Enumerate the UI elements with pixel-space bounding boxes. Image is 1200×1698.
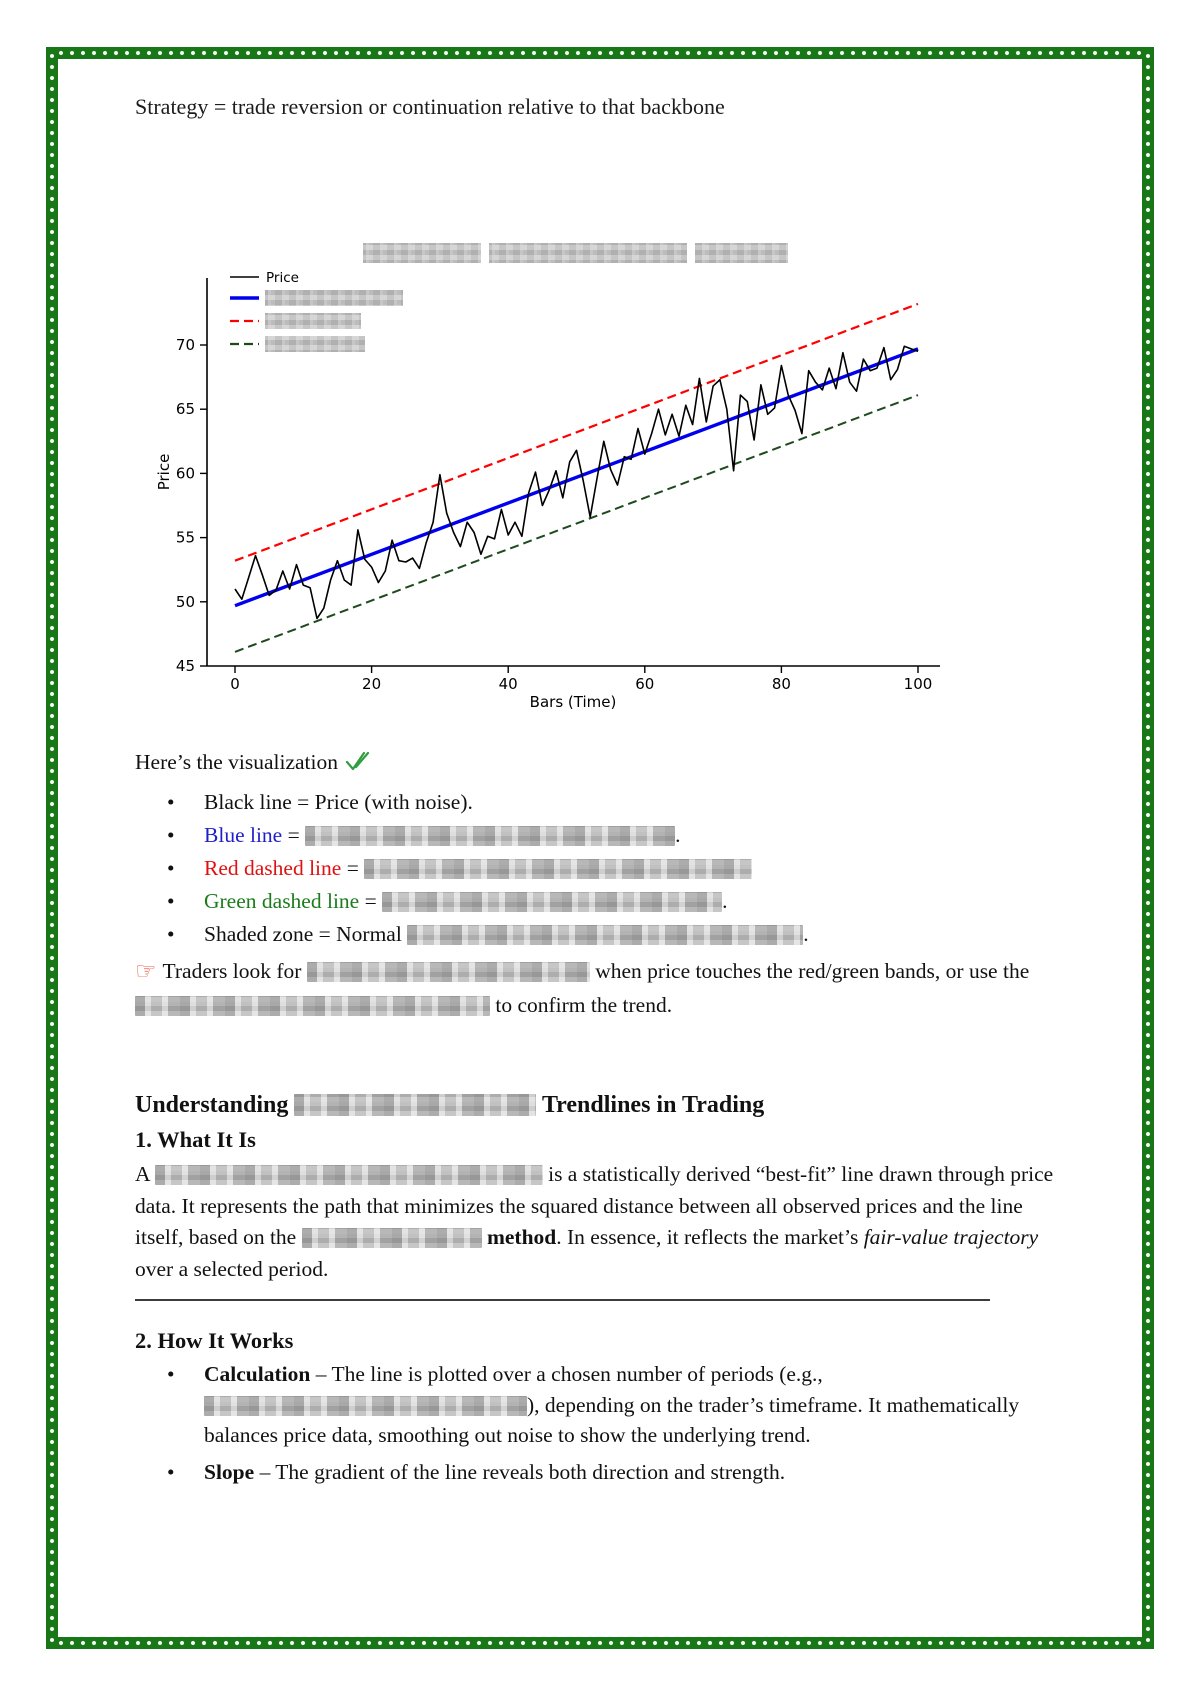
list-item: • Black line = Price (with noise).: [135, 786, 1075, 819]
regression-line: [235, 349, 918, 606]
redacted-text: [155, 1165, 543, 1185]
list-item: • Red dashed line =: [135, 852, 1075, 885]
frame-border-bottom: [46, 1637, 1154, 1649]
green-line-bullet: Green dashed line = .: [204, 889, 728, 913]
pointing-finger-icon: ☞: [135, 959, 157, 985]
svg-text:65: 65: [175, 400, 195, 419]
slope-bullet: Slope – The gradient of the line reveals both direction and strength.: [204, 1459, 786, 1484]
x-axis-label: Bars (Time): [529, 693, 617, 710]
frame-border-right: [1142, 47, 1154, 1649]
svg-text:45: 45: [175, 657, 195, 675]
list-item: • Calculation – The line is plotted over a chosen number of periods (e.g., ), depending on the trader’s timeframe. It mathematically balances price data, smoothing out noise to show the underlying trend.: [135, 1359, 1075, 1451]
legend-label: Price: [266, 270, 299, 286]
subheading-what-it-is: 1. What It Is: [135, 1127, 256, 1152]
lower-channel: [235, 395, 918, 652]
shaded-zone-bullet: Shaded zone = Normal .: [204, 922, 809, 946]
section-divider: [135, 1299, 990, 1301]
subheading-how-it-works: 2. How It Works: [135, 1328, 294, 1353]
frame-border-left: [46, 47, 58, 1649]
redacted-text: [305, 826, 675, 846]
svg-text:50: 50: [175, 592, 195, 611]
blue-line-bullet: Blue line = .: [204, 823, 681, 847]
y-axis-label: Price: [155, 453, 173, 491]
red-line-bullet: Red dashed line =: [204, 852, 1075, 885]
svg-text:80: 80: [771, 675, 791, 693]
legend-bullet-list: [135, 786, 1075, 951]
price-regression-chart: [149, 240, 959, 710]
section-heading-understanding: Understanding Trendlines in Trading: [135, 1092, 765, 1118]
strategy-line: Strategy = trade reversion or continuation relative to that backbone: [135, 94, 725, 119]
list-item: • Shaded zone = Normal .: [135, 918, 1075, 951]
svg-text:100: 100: [903, 675, 933, 693]
redacted-text: [364, 859, 752, 879]
list-item: • Slope – The gradient of the line reveals both direction and strength.: [135, 1457, 1075, 1488]
legend-label-redacted: [265, 313, 361, 329]
document-content: [135, 0, 1075, 1493]
svg-text:60: 60: [175, 464, 195, 483]
svg-text:0: 0: [230, 675, 240, 693]
calculation-bullet: Calculation – The line is plotted over a chosen number of periods (e.g., ), depending on the trader’s timeframe. It mathematically balances price data, smoothing out noise to show the underlying trend.: [204, 1362, 1020, 1447]
redacted-text: [307, 962, 590, 982]
check-icon: [344, 749, 370, 782]
redacted-text: [382, 892, 722, 912]
list-item: • Green dashed line = .: [135, 885, 1075, 918]
intro-text: Here’s the visualization: [135, 750, 338, 774]
legend-label-redacted: [265, 290, 403, 306]
svg-text:70: 70: [175, 336, 195, 354]
svg-text:20: 20: [362, 675, 382, 693]
redacted-text: [135, 996, 490, 1016]
list-item: • Blue line = .: [135, 819, 1075, 852]
traders-note: ☞ Traders look for when price touches the red/green bands, or use the to confirm the trend.: [135, 959, 1030, 1017]
chart-title-redacted: [363, 243, 788, 263]
redacted-text: [294, 1094, 536, 1116]
what-it-is-paragraph: A is a statistically derived “best-fit” line drawn through price data. It represents the path that minimizes the squared distance between all observed prices and the line itself, based on the method. In essence, it reflects the market’s fair-value trajectory over a selected period.: [135, 1162, 1054, 1281]
svg-text:60: 60: [635, 675, 655, 693]
redacted-text: [302, 1228, 482, 1248]
legend-label-redacted: [265, 336, 365, 352]
svg-text:55: 55: [175, 528, 195, 547]
redacted-text: [407, 925, 803, 945]
how-it-works-list: [135, 1359, 1075, 1487]
black-line-bullet: Black line = Price (with noise).: [204, 790, 473, 814]
chart-svg: [149, 240, 959, 710]
visualization-intro: [135, 746, 1075, 782]
svg-text:40: 40: [498, 675, 518, 693]
redacted-text: [204, 1396, 527, 1416]
